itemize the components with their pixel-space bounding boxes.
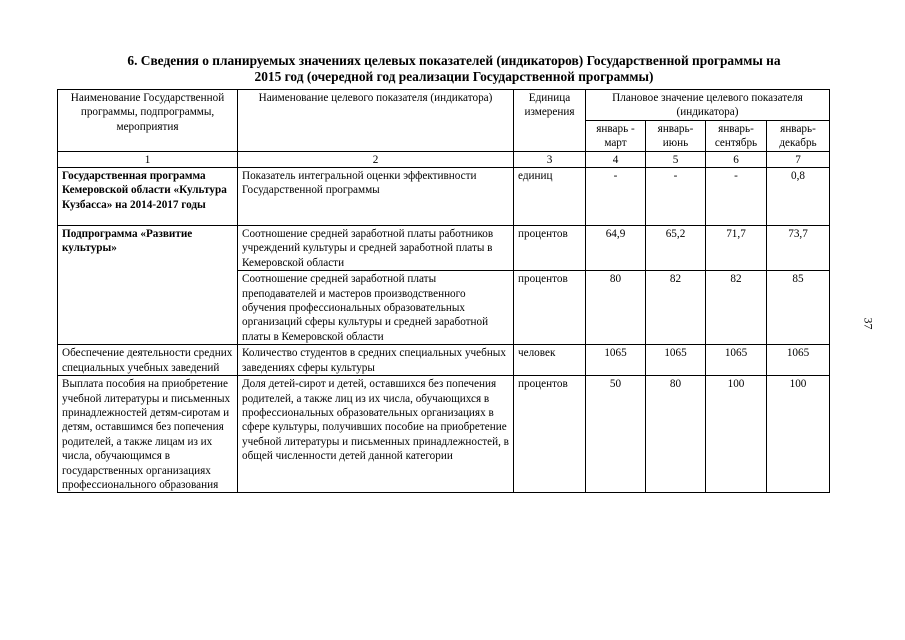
column-numbers-row bbox=[58, 151, 830, 167]
header-unit: Единица измерения bbox=[514, 90, 586, 152]
value-cell: 1065 bbox=[767, 345, 830, 376]
title-line-2: 2015 год (очередной год реализации Государственной программы) bbox=[254, 69, 654, 84]
value-cell: 73,7 bbox=[767, 226, 830, 271]
indicator-cell: Количество студентов в средних специальных учебных заведениях сферы культуры bbox=[238, 345, 514, 376]
indicator-cell: Соотношение средней заработной платы преподавателей и мастеров производственного обучения профессиональных образовательных организаций сферы культуры и средней заработной платы в Кемеровской области bbox=[238, 271, 514, 345]
program-cell: Государственная программа Кемеровской области «Культура Кузбасса» на 2014-2017 годы bbox=[58, 168, 238, 226]
column-number: 7 bbox=[767, 151, 830, 167]
value-cell: - bbox=[646, 168, 706, 226]
column-number: 4 bbox=[586, 151, 646, 167]
page-number: 37 bbox=[861, 317, 876, 330]
value-cell: - bbox=[706, 168, 767, 226]
value-cell: 82 bbox=[706, 271, 767, 345]
column-number: 1 bbox=[58, 151, 238, 167]
value-cell: 100 bbox=[706, 376, 767, 493]
value-cell: 80 bbox=[646, 376, 706, 493]
program-cell: Выплата пособия на приобретение учебной литературы и письменных принадлежностей детям-сиротам и детям, оставшимся без попечения родителей, а также лицам из их числа, обучающимся в государственных организациях профессионального образования bbox=[58, 376, 238, 493]
value-cell: 71,7 bbox=[706, 226, 767, 271]
table-row bbox=[58, 345, 830, 376]
value-cell: 85 bbox=[767, 271, 830, 345]
value-cell: 100 bbox=[767, 376, 830, 493]
value-cell: 64,9 bbox=[586, 226, 646, 271]
column-number: 3 bbox=[514, 151, 586, 167]
header-period-q1: январь - март bbox=[586, 120, 646, 151]
value-cell: 1065 bbox=[706, 345, 767, 376]
header-program: Наименование Государственной программы, подпрограммы, мероприятия bbox=[58, 90, 238, 152]
indicators-table bbox=[57, 89, 830, 493]
header-period-year: январь- декабрь bbox=[767, 120, 830, 151]
indicator-cell: Показатель интегральной оценки эффективности Государственной программы bbox=[238, 168, 514, 226]
table-row bbox=[58, 168, 830, 226]
unit-cell: процентов bbox=[514, 271, 586, 345]
indicator-cell: Доля детей-сирот и детей, оставшихся без попечения родителей, а также лиц из их числа, обучающихся в профессиональных образовательных организациях в сфере культуры, получивших пособие на приобретение учебной литературы и письменных принадлежностей, в общей численности детей данной категории bbox=[238, 376, 514, 493]
value-cell: - bbox=[586, 168, 646, 226]
indicator-cell: Соотношение средней заработной платы работников учреждений культуры и средней заработной платы в Кемеровской области bbox=[238, 226, 514, 271]
document-title bbox=[40, 53, 868, 85]
column-number: 5 bbox=[646, 151, 706, 167]
value-cell: 50 bbox=[586, 376, 646, 493]
value-cell: 65,2 bbox=[646, 226, 706, 271]
program-cell: Подпрограмма «Развитие культуры» bbox=[58, 226, 238, 345]
unit-cell: единиц bbox=[514, 168, 586, 226]
unit-cell: процентов bbox=[514, 226, 586, 271]
column-number: 6 bbox=[706, 151, 767, 167]
header-indicator: Наименование целевого показателя (индикатора) bbox=[238, 90, 514, 152]
value-cell: 1065 bbox=[586, 345, 646, 376]
unit-cell: человек bbox=[514, 345, 586, 376]
header-planned: Плановое значение целевого показателя (индикатора) bbox=[586, 90, 830, 121]
header-row bbox=[58, 90, 830, 121]
title-line-1: 6. Сведения о планируемых значениях целевых показателей (индикаторов) Государственной программы на bbox=[127, 53, 781, 68]
value-cell: 0,8 bbox=[767, 168, 830, 226]
header-period-h1: январь- июнь bbox=[646, 120, 706, 151]
value-cell: 1065 bbox=[646, 345, 706, 376]
table-row bbox=[58, 376, 830, 493]
column-number: 2 bbox=[238, 151, 514, 167]
program-cell: Обеспечение деятельности средних специальных учебных заведений bbox=[58, 345, 238, 376]
value-cell: 82 bbox=[646, 271, 706, 345]
unit-cell: процентов bbox=[514, 376, 586, 493]
header-period-9m: январь- сентябрь bbox=[706, 120, 767, 151]
table-row bbox=[58, 226, 830, 271]
value-cell: 80 bbox=[586, 271, 646, 345]
